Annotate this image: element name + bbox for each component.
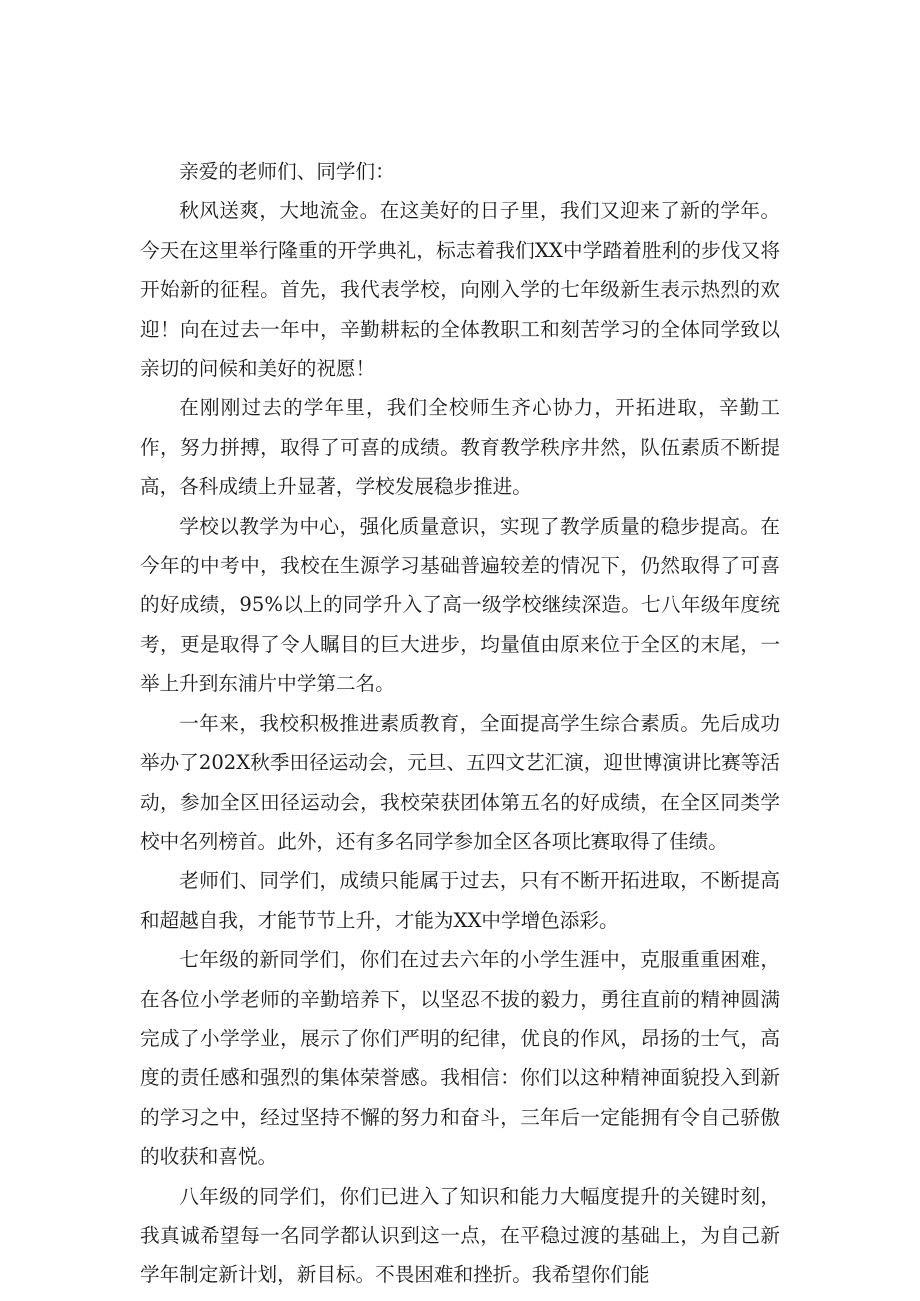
paragraph-encouragement: 老师们、同学们，成绩只能属于过去，只有不断开拓进取，不断提高和超越自我，才能节节上升，才能为XX中学增色添彩。 [140,869,780,932]
speech-body [140,152,780,1295]
paragraph-opening: 秋风送爽，大地流金。在这美好的日子里，我们又迎来了新的学年。今天在这里举行隆重的开学典礼，标志着我们XX中学踏着胜利的步伐又将开始新的征程。首先，我代表学校，向刚入学的七年级新生表示热烈的欢迎！向在过去一年中，辛勤耕耘的全体教职工和刻苦学习的全体同学致以亲切的问候和美好的祝愿！ [140,199,780,381]
paragraph-quality-education: 一年来，我校积极推进素质教育，全面提高学生综合素质。先后成功举办了202X秋季田径运动会，元旦、五四文艺汇演，迎世博演讲比赛等活动，参加全区田径运动会，我校荣获团体第五名的好成绩，在全区同类学校中名列榜首。此外，还有多名同学参加全区各项比赛取得了佳绩。 [140,711,780,853]
salutation: 亲爱的老师们、同学们： [179,160,395,183]
paragraph-grade-seven: 七年级的新同学们，你们在过去六年的小学生涯中，克服重重困难，在各位小学老师的辛勤培养下，以坚忍不拔的毅力，勇往直前的精神圆满完成了小学学业，展示了你们严明的纪律，优良的作风，昂扬的士气，高度的责任感和强烈的集体荣誉感。我相信：你们以这种精神面貌投入到新的学习之中，经过坚持不懈的努力和奋斗，三年后一定能拥有令自己骄傲的收获和喜悦。 [140,948,780,1169]
paragraph-grade-eight: 八年级的同学们，你们已进入了知识和能力大幅度提升的关键时刻，我真诚希望每一名同学都认识到这一点，在平稳过渡的基础上，为自己新学年制定新计划，新目标。不畏困难和挫折。我希望你们能 [140,1184,780,1287]
paragraph-past-year: 在刚刚过去的学年里，我们全校师生齐心协力，开拓进取，辛勤工作，努力拼搏，取得了可喜的成绩。教育教学秩序井然，队伍素质不断提高，各科成绩上升显著，学校发展稳步推进。 [140,396,780,499]
paragraph-teaching-quality: 学校以教学为中心，强化质量意识，实现了教学质量的稳步提高。在今年的中考中，我校在生源学习基础普遍较差的情况下，仍然取得了可喜的好成绩，95%以上的同学升入了高一级学校继续深造。七八年级年度统考，更是取得了令人瞩目的巨大进步，均量值由原来位于全区的末尾，一举上升到东浦片中学第二名。 [140,514,780,696]
